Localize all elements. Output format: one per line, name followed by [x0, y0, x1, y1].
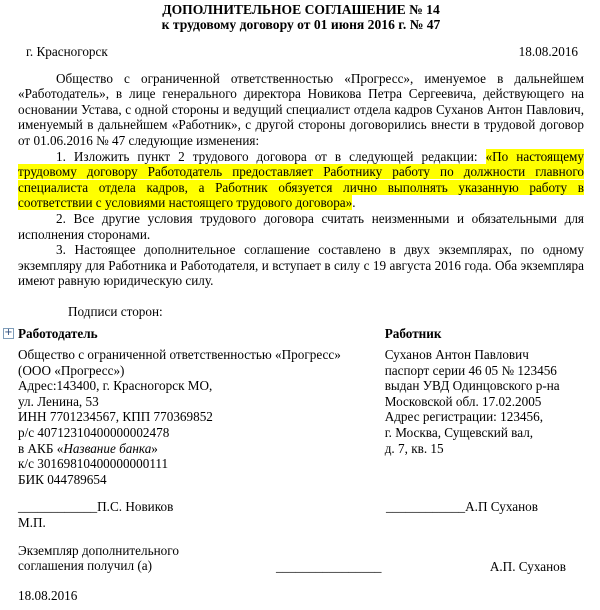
document-subtitle: к трудовому договору от 01 июня 2016 г. № 47: [161, 17, 441, 32]
employee-heading: Работник: [384, 325, 442, 341]
item-3: 3. Настоящее дополнительное соглашение составлено в двух экземплярах, по одному экземпляру для Работника и Работодателя, и вступает в силу с 19 августа 2016 года. Оба экземпляра имеют равную юридическую силу.: [18, 242, 584, 289]
employee-line: г. Москва, Сущевский вал,: [384, 425, 534, 441]
signature-columns: [18, 326, 584, 488]
item-1: [18, 149, 584, 211]
signatures-heading: Подписи сторон:: [68, 303, 163, 319]
item-2: 2. Все другие условия трудового договора считать неизменными и обязательными для исполнения сторонами.: [18, 210, 584, 242]
bank-prefix: в АКБ «: [18, 440, 64, 456]
employee-signature: [386, 499, 538, 530]
employer-block: [18, 326, 385, 488]
employer-heading: Работодатель: [18, 325, 98, 341]
signature-lines: [18, 499, 584, 530]
employee-sign-blank: ____________: [386, 499, 466, 515]
employer-sign-name: П.С. Новиков: [97, 499, 174, 515]
receipt-text: [18, 543, 276, 575]
employee-line: Адрес регистрации: 123456,: [384, 409, 543, 425]
receipt-block: [18, 543, 584, 575]
employer-line: Адрес:143400, г. Красногорск МО,: [18, 378, 213, 394]
receipt-sign-blank: ________________: [276, 558, 382, 574]
receipt-line-2: соглашения получил (а): [18, 558, 152, 574]
employer-line: к/с 30169810400000000111: [18, 456, 169, 472]
item-1-suffix: .: [352, 195, 356, 211]
city: г. Красногорск: [26, 44, 108, 59]
employee-sign-name: А.П Суханов: [465, 499, 538, 515]
bottom-date: 18.08.2016: [18, 588, 78, 604]
table-move-handle-icon[interactable]: +: [4, 327, 13, 338]
employee-line: паспорт серии 46 05 № 123456: [384, 362, 557, 378]
employer-line: ИНН 7701234567, КПП 770369852: [18, 409, 213, 425]
bank-suffix: »: [151, 440, 158, 456]
employer-signature: [18, 499, 386, 530]
intro-paragraph: Общество с ограниченной ответственностью «Прогресс», именуемое в дальнейшем «Работодатель», в лице генерального директора Новикова Петра Сергеевича, действующего на основании Устава, с одной стороны и ведущий специалист отдела кадров Суханов Антон Павлович, именуемый в дальнейшем «Работник», с другой стороны договорились внести в трудовой договор от 01.06.2016 № 47 следующие изменения:: [18, 70, 584, 148]
place-date-row: [18, 44, 584, 60]
bank-name: Название банка: [63, 440, 152, 456]
receipt-name: А.П. Суханов: [489, 558, 566, 574]
employer-line: ул. Ленина, 53: [18, 393, 99, 409]
receipt-line-1: Экземпляр дополнительного: [18, 542, 179, 558]
employer-line: БИК 044789654: [18, 471, 107, 487]
employer-sign-blank: ____________: [18, 499, 98, 515]
employee-line: Суханов Антон Павлович: [384, 347, 529, 363]
document-title: ДОПОЛНИТЕЛЬНОЕ СОГЛАШЕНИЕ № 14: [162, 2, 440, 17]
item-1-highlighted-text: «По настоящему трудовому договору Работодатель предоставляет Работнику работу по должности главного специалиста отдела кадров, а Работник обязуется лично выполнять указанную работу в соответствии с условиями настоящего трудового договора»: [18, 148, 584, 211]
employee-block: [385, 326, 584, 488]
employee-line: д. 7, кв. 15: [384, 440, 444, 456]
document-page: [18, 2, 584, 604]
item-1-prefix: 1. Изложить пункт 2 трудового договора от в следующей редакции:: [56, 148, 486, 164]
document-date: 18.08.2016: [518, 44, 578, 59]
employer-bank-line: [18, 441, 385, 457]
stamp-label: М.П.: [18, 515, 46, 531]
employee-line: Московской обл. 17.02.2005: [384, 393, 542, 409]
employer-line: (ООО «Прогресс»): [18, 362, 125, 378]
employer-line: р/с 40712310400000002478: [18, 425, 170, 441]
employer-line: Общество с ограниченной ответственностью «Прогресс»: [18, 347, 341, 363]
employee-line: выдан УВД Одинцовского р-на: [384, 378, 560, 394]
